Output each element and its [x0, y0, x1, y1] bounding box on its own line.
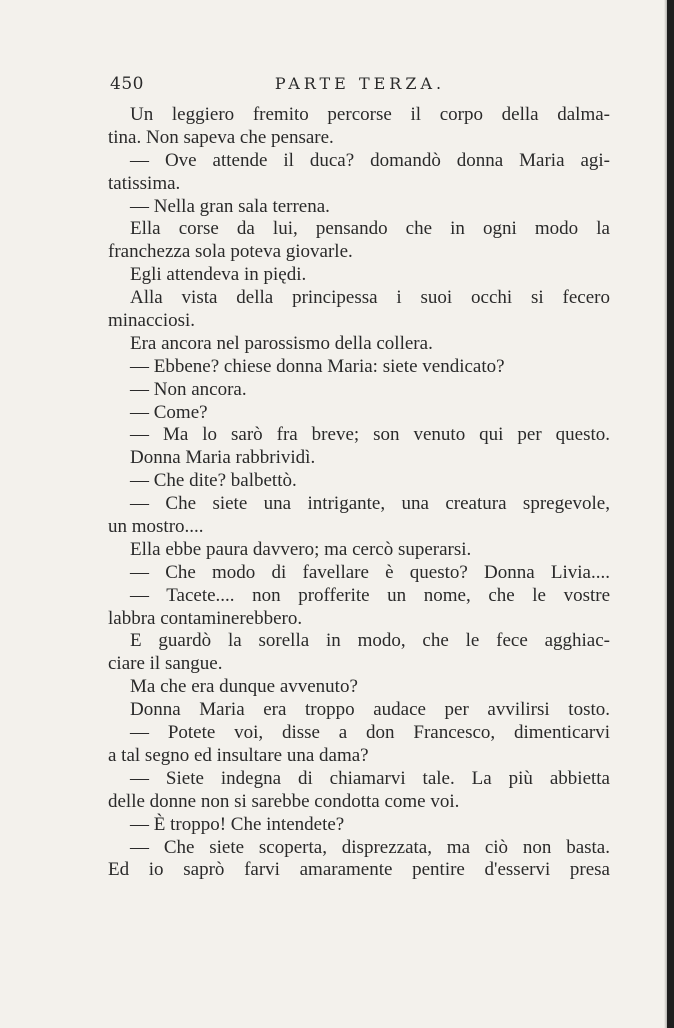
text-line: labbra contaminerebbero.: [108, 607, 303, 629]
text-line: — Ma lo sarò fra breve; son venuto qui per questo.: [130, 424, 610, 446]
text-line: minacciosi.: [108, 310, 196, 332]
running-head: PARTE TERZA.: [274, 74, 446, 93]
text-line: — Tacete.... non profferite un nome, che le vostre: [130, 584, 610, 606]
text-line: Alla vista della principessa i suoi occhi si fecero: [130, 287, 610, 309]
text-line: Era ancora nel parossismo della collera.: [130, 332, 433, 354]
text-line: — Che modo di favellare è questo? Donna Livia....: [130, 561, 610, 583]
text-line: — Che dite? balbettò.: [130, 470, 297, 492]
text-line: tina. Non sapeva che pensare.: [108, 126, 334, 148]
text-line: Un leggiero fremito percorse il corpo della dalma-: [130, 104, 610, 125]
text-line: — Non ancora.: [130, 378, 247, 400]
text-line: — Nella gran sala terrena.: [130, 195, 330, 217]
page-edge: [667, 0, 674, 1028]
text-line: — Che siete scoperta, disprezzata, ma ciò non basta.: [130, 836, 610, 858]
page-number: 450: [110, 74, 144, 94]
text-line: E guardò la sorella in modo, che le fece agghiac-: [130, 630, 610, 652]
text-line: — Siete indegna di chiamarvi tale. La più abbietta: [130, 767, 610, 789]
text-line: tatissima.: [108, 172, 181, 194]
text-line: — È troppo! Che intendete?: [130, 813, 345, 835]
text-line: — Come?: [130, 401, 208, 423]
page-header: [110, 74, 610, 98]
text-line: Donna Maria era troppo audace per avvilirsi tosto.: [130, 699, 610, 721]
text-line: — Ebbene? chiese donna Maria: siete vendicato?: [130, 355, 505, 377]
text-line: ciare il sangue.: [108, 653, 223, 675]
text-line: delle donne non si sarebbe condotta come voi.: [108, 790, 460, 812]
text-line: Ma che era dunque avvenuto?: [130, 676, 358, 698]
text-line: Ella ebbe paura davvero; ma cercò superarsi.: [130, 538, 472, 560]
text-line: Ed io saprò farvi amaramente pentire d'esservi presa: [108, 859, 610, 881]
text-line: — Potete voi, disse a don Francesco, dimenticarvi: [130, 722, 610, 744]
body-text: [108, 104, 610, 882]
text-line: — Che siete una intrigante, una creatura spregevole,: [130, 493, 610, 515]
text-line: — Ove attende il duca? domandò donna Maria agi-: [130, 149, 610, 171]
text-line: a tal segno ed insultare una dama?: [108, 744, 369, 766]
text-line: franchezza sola poteva giovarle.: [108, 241, 353, 263]
text-line: Egli attendeva in piędi.: [130, 264, 307, 286]
text-line: un mostro....: [108, 516, 204, 538]
text-line: Ella corse da lui, pensando che in ogni modo la: [130, 218, 610, 240]
text-line: Donna Maria rabbrividì.: [130, 447, 316, 469]
